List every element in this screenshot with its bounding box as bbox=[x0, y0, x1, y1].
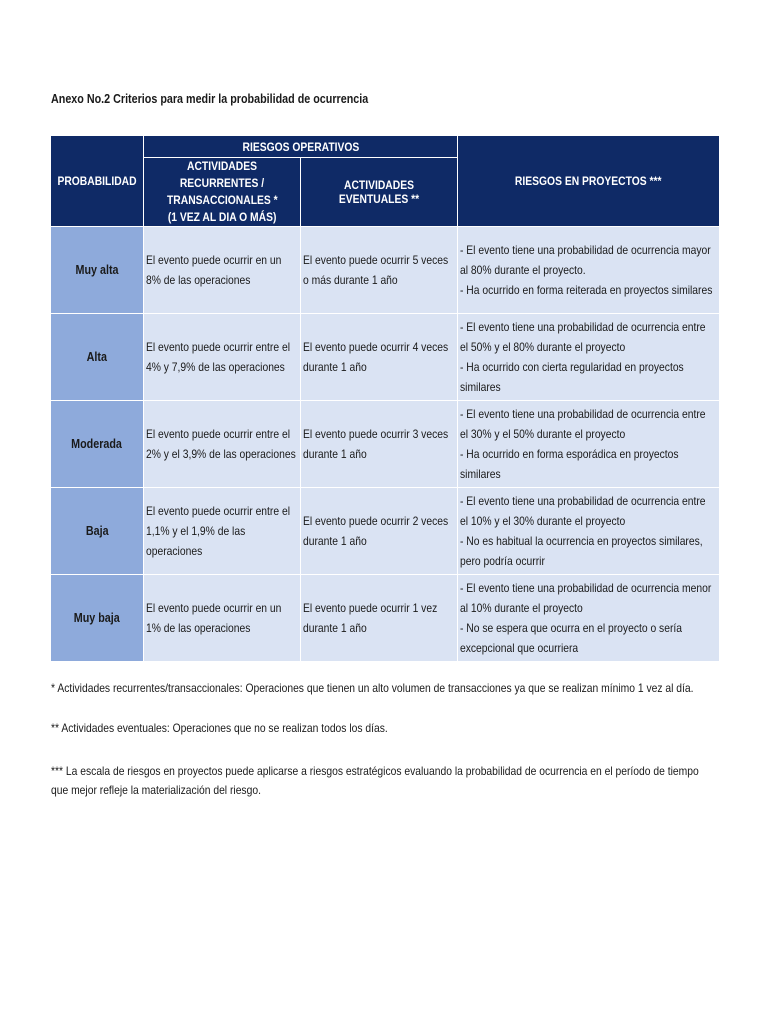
probability-level: Muy baja bbox=[51, 575, 144, 662]
eventuales-cell: El evento puede ocurrir 2 veces durante 1 año bbox=[301, 488, 458, 575]
proyectos-cell: - El evento tiene una probabilidad de ocurrencia mayor al 80% durante el proyecto. - Ha ocurrido en forma reiterada en proyectos similares bbox=[458, 227, 720, 314]
eventuales-cell: El evento puede ocurrir 3 veces durante 1 año bbox=[301, 401, 458, 488]
recurrentes-cell: El evento puede ocurrir entre el 4% y 7,9% de las operaciones bbox=[144, 314, 301, 401]
recurrentes-cell: El evento puede ocurrir en un 1% de las operaciones bbox=[144, 575, 301, 662]
header-actividades-recurrentes: ACTIVIDADES RECURRENTES / TRANSACCIONALES * (1 VEZ AL DIA O MÁS) bbox=[144, 158, 301, 227]
header-actividades-eventuales: ACTIVIDADES EVENTUALES ** bbox=[301, 158, 458, 227]
footnote-recurrentes: * Actividades recurrentes/transaccionales: Operaciones que tienen un alto volumen de transacciones ya que se realizan mínimo 1 vez al día. bbox=[51, 681, 694, 695]
probability-level: Alta bbox=[51, 314, 144, 401]
probability-level: Muy alta bbox=[51, 227, 144, 314]
probability-criteria-table bbox=[50, 135, 720, 662]
header-probabilidad: PROBABILIDAD bbox=[51, 136, 144, 227]
header-riesgos-proyectos: RIESGOS EN PROYECTOS *** bbox=[458, 136, 720, 227]
document-title: Anexo No.2 Criterios para medir la probabilidad de ocurrencia bbox=[51, 92, 369, 106]
probability-level: Baja bbox=[51, 488, 144, 575]
proyectos-cell: - El evento tiene una probabilidad de ocurrencia entre el 10% y el 30% durante el proyecto - No es habitual la ocurrencia en proyectos similares, pero podría ocurrir bbox=[458, 488, 720, 575]
footnote-eventuales: ** Actividades eventuales: Operaciones que no se realizan todos los días. bbox=[51, 721, 388, 735]
table-row bbox=[51, 401, 720, 488]
recurrentes-cell: El evento puede ocurrir entre el 1,1% y el 1,9% de las operaciones bbox=[144, 488, 301, 575]
header-riesgos-operativos: RIESGOS OPERATIVOS bbox=[144, 136, 458, 158]
eventuales-cell: El evento puede ocurrir 4 veces durante 1 año bbox=[301, 314, 458, 401]
proyectos-cell: - El evento tiene una probabilidad de ocurrencia entre el 50% y el 80% durante el proyecto - Ha ocurrido con cierta regularidad en proyectos similares bbox=[458, 314, 720, 401]
eventuales-cell: El evento puede ocurrir 1 vez durante 1 año bbox=[301, 575, 458, 662]
probability-level: Moderada bbox=[51, 401, 144, 488]
proyectos-cell: - El evento tiene una probabilidad de ocurrencia entre el 30% y el 50% durante el proyecto - Ha ocurrido en forma esporádica en proyectos similares bbox=[458, 401, 720, 488]
table-row bbox=[51, 575, 720, 662]
recurrentes-cell: El evento puede ocurrir entre el 2% y el 3,9% de las operaciones bbox=[144, 401, 301, 488]
recurrentes-cell: El evento puede ocurrir en un 8% de las operaciones bbox=[144, 227, 301, 314]
table-row bbox=[51, 314, 720, 401]
table-row bbox=[51, 227, 720, 314]
footnote-proyectos: *** La escala de riesgos en proyectos puede aplicarse a riesgos estratégicos evaluando la probabilidad de ocurrencia en el período de tiempo que mejor refleje la materialización del riesgo. bbox=[51, 764, 699, 797]
table-row bbox=[51, 488, 720, 575]
proyectos-cell: - El evento tiene una probabilidad de ocurrencia menor al 10% durante el proyecto - No se espera que ocurra en el proyecto o sería excepcional que ocurriera bbox=[458, 575, 720, 662]
eventuales-cell: El evento puede ocurrir 5 veces o más durante 1 año bbox=[301, 227, 458, 314]
